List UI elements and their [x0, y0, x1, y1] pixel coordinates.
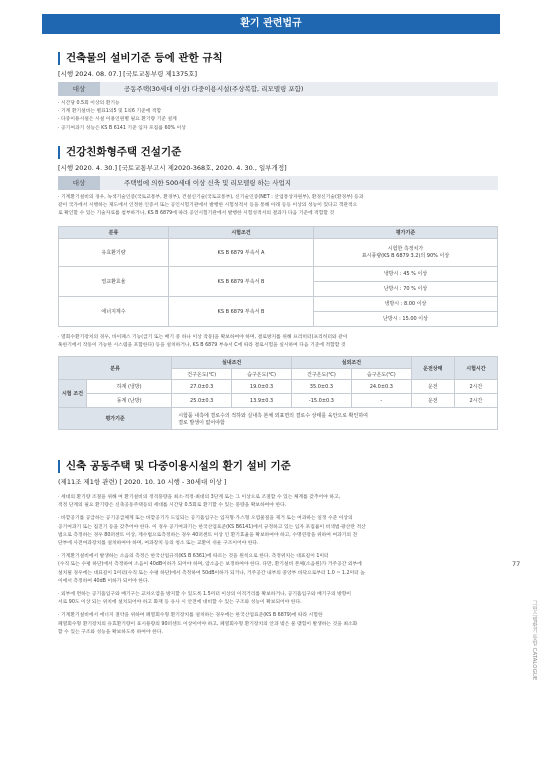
- table-cell: 동계 (난방): [87, 394, 172, 408]
- table-cell: -15.0±0.3: [292, 394, 352, 408]
- table-cell: 27.0±0.3: [172, 380, 232, 394]
- paragraph: [58, 515, 366, 548]
- target-text: 주택법에 의한 500세대 이상 신축 및 리모델링 하는 사업지: [100, 176, 498, 190]
- bullet-item: · 다중이용시설은 시설 이용인원별 필요 환기량 기준 설계: [58, 117, 177, 123]
- side-catalogue-label: 그린스텝환기 통합 CATALOGUE: [531, 600, 537, 681]
- table-subheader: 습구온도(℃): [351, 369, 411, 380]
- table-row: [59, 238, 498, 266]
- text-line: · 기계환기설비에서 에너지 절약을 위하여 폐열회수형 환기장치를 설치하는 경우에는 한국산업표준(KS B 6879)에 따라 시험한: [58, 613, 323, 619]
- target-row: [58, 82, 498, 96]
- table-cell: 25.0±0.3: [172, 394, 232, 408]
- cell-line: 시험품 내측에 결로수의 적하와 실내측 본체 외표면의 결로수 상태를 육안으로 확인하여: [178, 412, 368, 419]
- cell-line: 결로 발생이 없어야함: [178, 419, 225, 426]
- section-title: 건축물의 설비기준 등에 관한 규칙: [58, 52, 498, 65]
- bullet-item: · 시간당 0.5회 이상의 환기능: [58, 101, 120, 106]
- table-header: 실내조건: [172, 357, 292, 369]
- paragraph: [58, 553, 366, 586]
- section-new-housing-ventilation: [58, 460, 366, 637]
- section-building-equipment: [58, 52, 498, 133]
- table-row: [59, 266, 498, 281]
- text-line: 혹한기에서 작동이 가능한 시스템을 포함한다) 등을 설치하거나, KS B 6879 부속서 C에 따라 결로시험을 실시하여 다음 기준에 적합할 것: [58, 342, 346, 348]
- table-cell: 냉방시 : 8.00 이상: [314, 296, 498, 311]
- table-cell: 난방시 : 15.00 이상: [314, 311, 498, 326]
- table-header: 시험조건: [169, 226, 314, 238]
- table-cell: 35.0±0.3: [292, 380, 352, 394]
- section-title: 건강친화형주택 건설기준: [58, 146, 498, 159]
- text-line: · 외부에 면하는 공기흡입구와 배기구는 교차오염을 방지할 수 있도록 1.5미터 이상의 이격거리를 확보하거나, 공기흡입구와 배기구의 방향이: [58, 592, 352, 598]
- table-subheader: 건구온도(℃): [172, 369, 232, 380]
- text-line: 설치될 경우에는 대표길이 1미터(수직 또는 수평 하단)에서 측정하여 50dB이하가 되거나, 거주공간 내부의 중앙부 바닥으로부터 1.0 ~ 1.2미터 높: [58, 570, 365, 576]
- table-cell: 난방시 : 70 % 이상: [314, 281, 498, 296]
- paragraph: [58, 494, 366, 510]
- section-reference: [시행 2020. 4. 30.] [국토교통부고시 제2020-368호, 2020. 4. 30., 일부개정]: [58, 164, 287, 172]
- table-row: [59, 394, 498, 408]
- target-label: 대상: [58, 82, 100, 96]
- paragraph: [58, 591, 366, 607]
- target-row: [58, 176, 498, 190]
- condensation-table: [58, 356, 498, 430]
- table-subheader: 습구온도(℃): [232, 369, 292, 380]
- table-cell: -: [351, 394, 411, 408]
- text-line: · 세대의 환기량 조절을 위해 여 환기설비의 정격풍량을 최소·적정·최대의 3단계 또는 그 이상으로 조절할 수 있는 체계를 갖추어야 하고,: [58, 495, 341, 500]
- section-title: 신축 공동주택 및 다중이용시설의 환기 설비 기준: [58, 460, 366, 473]
- page-number: 77: [512, 560, 521, 568]
- table-cell: 에너지계수: [59, 296, 169, 326]
- table-header: 평가기준: [314, 226, 498, 238]
- section-reference: (제11조 제1항 관련) [ 2020. 10. 10 시행 - 30세대 이상 ]: [58, 478, 227, 486]
- performance-table: [58, 226, 498, 327]
- text-line: · 기계환기설비의 경우, 녹색기술인증(국토교통부, 환경부), 건설신기술(국토교통부), 신기술인증(NET : 산업통상자원부), 환경신기술(환경부) 등과: [58, 195, 364, 200]
- table-cell: 19.0±0.3: [232, 380, 292, 394]
- table-cell: 운전: [411, 380, 454, 394]
- table-cell: 2시간: [454, 394, 497, 408]
- text-line: 같이 국가에서 시행하는 제도에서 인정한 인증서 또는 공인시험기관에서 발행한 시험성적서 등을 통해 아래 등등 이상의 성능이 있다고 객관적으: [58, 203, 358, 209]
- table-cell: KS B 6879 부속서 B: [169, 266, 314, 296]
- bullet-item: · 기계 환기설비는 별표1의5 및 1의6 기준에 적합: [58, 109, 162, 115]
- text-line: 폐열회수형 환기장치의 유효환기량이 표시용량의 90퍼센트 이상이어야 하고, 폐열회수형 환기장치의 안과 밖은 물 맺힘이 발생하는 것을 최소화: [58, 621, 358, 627]
- page-header-title: 환기 관련법규: [240, 18, 302, 29]
- text-line: · 바깥공기를 공급하는 공기공급체계 또는 바깥공기가 도입되는 공기흡입구는 입자형·가스형 오염물질을 제거 또는 여과하는 일정 수준 이상의: [58, 516, 353, 522]
- table-row: [59, 408, 498, 430]
- text-line: 법으로 측정하는 경우 80퍼센트 이상, 계수법으로측정하는 경우 40퍼센트 이상 인 환기효율을 확보하여야 하고, 수명연장을 위하여 여과기의 전: [58, 532, 358, 538]
- table-header: 운전상태: [411, 357, 454, 380]
- text-line: · 열회수환기장치의 경우, 바이패스 기능(급기 또는 배기 중 하나 이상 작동)을 확보하여야 하며, 결로방지를 위해 프리히터(프리히터와 같이: [58, 334, 348, 340]
- text-line: 단부에 사전여과장치를 설치하여야 하며, 여과장치 등의 청소 또는 교환이 쉬운 구조이어야 한다.: [58, 541, 259, 547]
- target-label: 대상: [58, 176, 100, 190]
- bullet-list: [58, 100, 498, 133]
- table-cell: 2시간: [454, 380, 497, 394]
- text-line: 할 수 있는 구조와 성능을 확보하도록 하여야 한다.: [58, 629, 163, 635]
- intro-paragraph: [58, 194, 498, 219]
- table-header: 실외조건: [292, 357, 412, 369]
- table-cell: 13.9±0.3: [232, 394, 292, 408]
- table-cell: 하계 (냉방): [87, 380, 172, 394]
- table-header: 시험시간: [454, 357, 497, 380]
- cell-line: 시험한 측정치가: [387, 246, 424, 253]
- table-row: [59, 296, 498, 311]
- text-line: 적정 단계의 필요 환기량은 신축공동주택등의 세대를 시간당 0.5회로 환기할 수 있는 풍량을 확보하여야 한다.: [58, 503, 287, 509]
- table-cell: 운전: [411, 394, 454, 408]
- table-cell: 열교환효율: [59, 266, 169, 296]
- table-row: [59, 380, 498, 394]
- table-subheader: 건구온도(℃): [292, 369, 352, 380]
- cell-line: 표시풍량(KS B 6879 3.2)의 90% 이상: [361, 253, 450, 260]
- table-cell: KS B 6879 부속서 B: [169, 296, 314, 326]
- table-header: 분류: [59, 226, 169, 238]
- section-healthy-housing: [58, 146, 498, 430]
- table-cell: [314, 238, 498, 266]
- table-cell: [172, 408, 498, 430]
- section-reference: [시행 2024. 08. 07.] [국토교통부령 제1375호]: [58, 70, 198, 78]
- table-cell: 유효환기량: [59, 238, 169, 266]
- text-line: 로 확인할 수 있는 기술자료를 첨부하거나, KS B 6879에 따라 공인시험기관에서 발행한 시험성적서의 결과가 다음 기준에 적합할 것: [58, 211, 335, 217]
- page-header-bar: [42, 14, 500, 34]
- text-line: 공기여과기 또는 집진기 등을 갖추어야 한다. 이 경우 공기여과기는 한국산업표준(KS B6141)에서 규정하고 있는 입자 포집률이 비색법·광산란 적산: [58, 524, 366, 530]
- table-cell: KS B 6879 부속서 A: [169, 238, 314, 266]
- text-line: 서로 90도 이상 되는 위치에 설치되어야 하고 화재 등 유사 시 안전에 대비할 수 있는 구조와 성능이 확보되어야 한다.: [58, 600, 302, 606]
- bullet-item: · 공기여과기 성능은 KS B 6141 기준 입자 포집률 60% 이상: [58, 125, 186, 131]
- table-cell: 24.0±0.3: [351, 380, 411, 394]
- table-cell: 시험 조건: [59, 380, 87, 408]
- table-cell: 평가기준: [59, 408, 172, 430]
- text-line: · 기계환기설비에서 발생하는 소음의 측정은 한국산업규격(KS B 6361)에 따르는 것을 원칙으로 한다. 측정위치는 대표길이 1미터: [58, 554, 329, 560]
- table-header: 분류: [59, 357, 172, 380]
- paragraph: [58, 612, 366, 637]
- text-line: 이에서 측정하여 40dB 이하가 되어야 한다.: [58, 578, 150, 584]
- condensation-paragraph: [58, 334, 498, 350]
- table-cell: 냉방시 : 45 % 이상: [314, 266, 498, 281]
- target-text: 공동주택(30세대 이상) 다중이용시설(주상복합, 리모델링 포함): [100, 82, 498, 96]
- text-line: (수직 또는 수평 하단)에서 측정하여 소음이 40dB이하가 되어야 하며, 암소음은 보정하여야 한다. 다만, 환기설비 본체(소음원)가 거주공간 외부에: [58, 562, 362, 568]
